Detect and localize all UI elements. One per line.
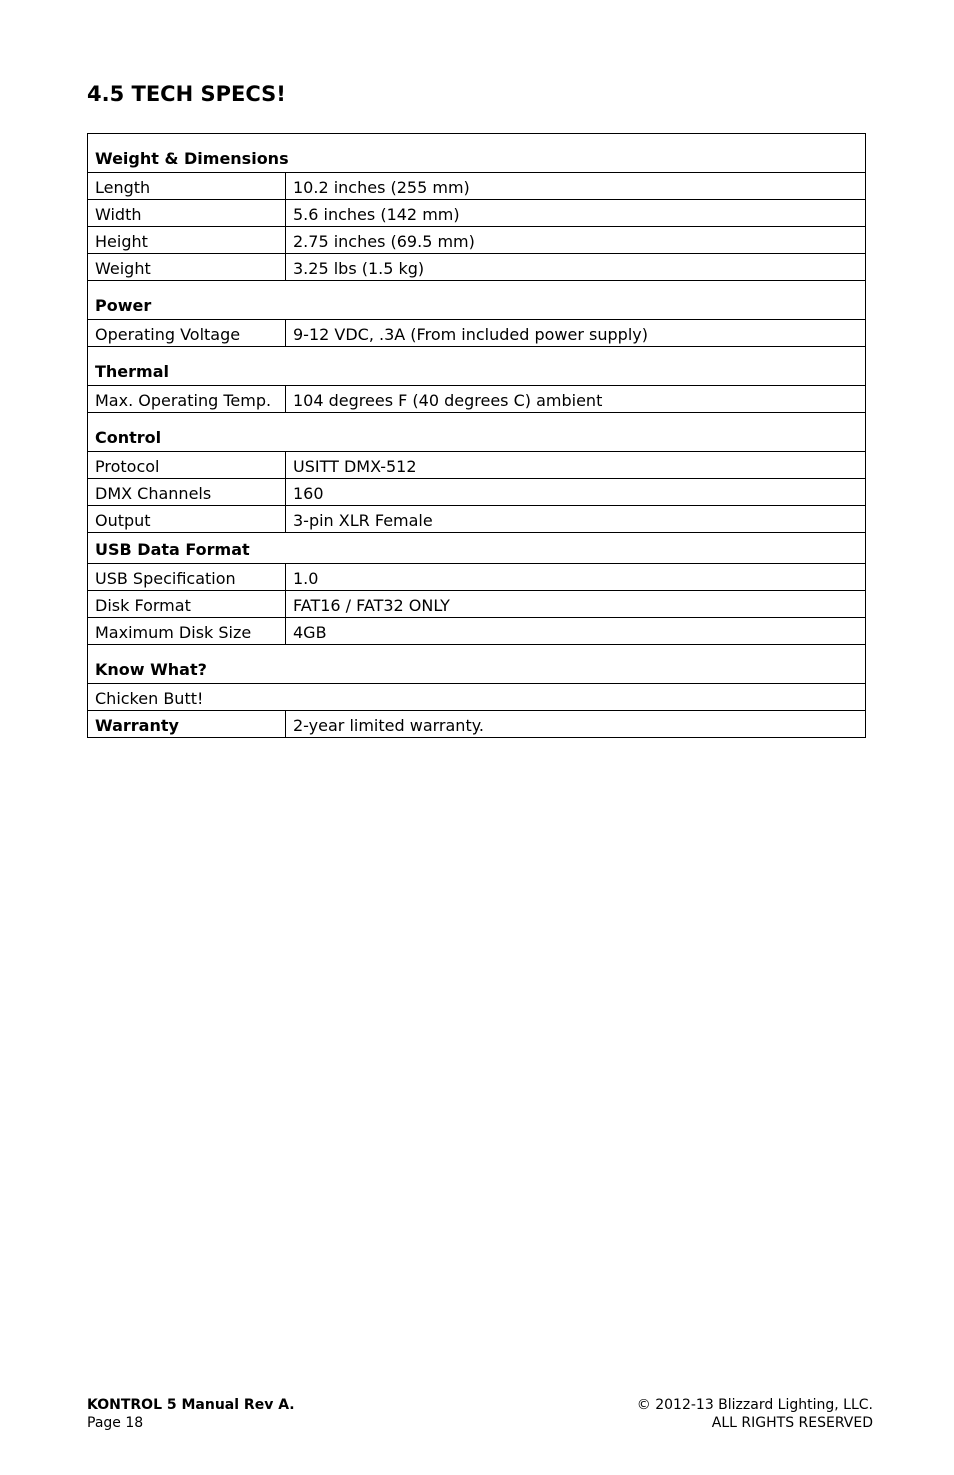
spec-label: Max. Operating Temp. — [88, 386, 286, 413]
table-row — [88, 386, 866, 413]
section-know-what — [88, 645, 866, 684]
rights-reserved: ALL RIGHTS RESERVED — [711, 1415, 873, 1431]
spec-label: Warranty — [88, 711, 286, 738]
spec-value: FAT16 / FAT32 ONLY — [286, 591, 866, 618]
table-row — [88, 618, 866, 645]
section-weight-dimensions — [88, 134, 866, 173]
table-row — [88, 591, 866, 618]
footer-right — [637, 1396, 873, 1432]
section-power — [88, 281, 866, 320]
page-number: Page 18 — [87, 1415, 144, 1431]
spec-value: 1.0 — [286, 564, 866, 591]
footer-left — [87, 1396, 295, 1432]
manual-title: KONTROL 5 Manual Rev A. — [87, 1397, 295, 1413]
spec-label: DMX Channels — [88, 479, 286, 506]
spec-label: Protocol — [88, 452, 286, 479]
table-row — [88, 227, 866, 254]
spec-label: Height — [88, 227, 286, 254]
table-row — [88, 479, 866, 506]
spec-value: 3.25 lbs (1.5 kg) — [286, 254, 866, 281]
section-usb-data-format — [88, 533, 866, 564]
section-heading: Power — [88, 281, 866, 320]
table-row — [88, 320, 866, 347]
section-heading: Thermal — [88, 347, 866, 386]
spec-label: Disk Format — [88, 591, 286, 618]
spec-value: 9-12 VDC, .3A (From included power supply) — [286, 320, 866, 347]
spec-value: 2-year limited warranty. — [286, 711, 866, 738]
table-row — [88, 564, 866, 591]
spec-value: 3-pin XLR Female — [286, 506, 866, 533]
tech-specs-table — [87, 133, 866, 738]
section-control — [88, 413, 866, 452]
spec-value: Chicken Butt! — [88, 684, 866, 711]
section-heading: Know What? — [88, 645, 866, 684]
spec-label: Width — [88, 200, 286, 227]
section-heading: Weight & Dimensions — [88, 134, 866, 173]
spec-value: 160 — [286, 479, 866, 506]
spec-label: Maximum Disk Size — [88, 618, 286, 645]
spec-label: Operating Voltage — [88, 320, 286, 347]
spec-value: 5.6 inches (142 mm) — [286, 200, 866, 227]
table-row — [88, 684, 866, 711]
section-thermal — [88, 347, 866, 386]
table-row — [88, 254, 866, 281]
table-row — [88, 173, 866, 200]
spec-value: 4GB — [286, 618, 866, 645]
spec-value: 2.75 inches (69.5 mm) — [286, 227, 866, 254]
spec-label: Length — [88, 173, 286, 200]
copyright: © 2012-13 Blizzard Lighting, LLC. — [636, 1397, 873, 1413]
section-heading: Control — [88, 413, 866, 452]
spec-label: Output — [88, 506, 286, 533]
spec-value: 10.2 inches (255 mm) — [286, 173, 866, 200]
spec-value: 104 degrees F (40 degrees C) ambient — [286, 386, 866, 413]
table-row — [88, 452, 866, 479]
section-heading: USB Data Format — [88, 533, 866, 564]
spec-label: USB Specification — [88, 564, 286, 591]
table-row — [88, 506, 866, 533]
warranty-row — [88, 711, 866, 738]
spec-label: Weight — [88, 254, 286, 281]
table-row — [88, 200, 866, 227]
page-title: 4.5 TECH SPECS! — [87, 82, 286, 106]
spec-value: USITT DMX-512 — [286, 452, 866, 479]
